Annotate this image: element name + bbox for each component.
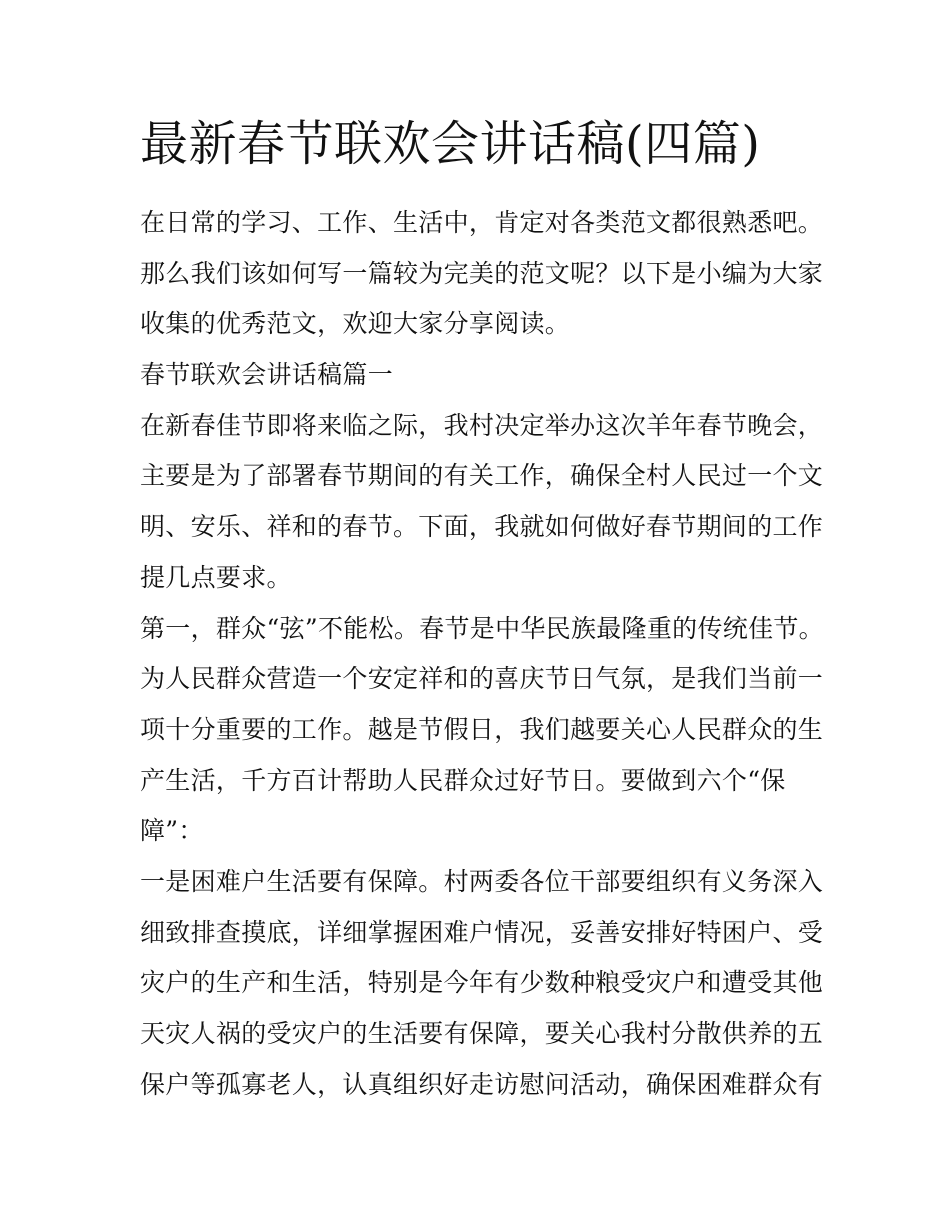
text-line: 在新春佳节即将来临之际，我村决定举办这次羊年春节晚会， bbox=[140, 410, 824, 440]
text-line: 细致排查摸底，详细掌握困难户情况，妥善安排好特困户、受 bbox=[140, 917, 824, 947]
text-line: 收集的优秀范文，欢迎大家分享阅读。 bbox=[140, 309, 571, 339]
text-line: 天灾人祸的受灾户的生活要有保障，要关心我村分散供养的五 bbox=[140, 1019, 824, 1048]
document-title: 最新春节联欢会讲话稿(四篇) bbox=[140, 116, 761, 172]
text-line: 那么我们该如何写一篇较为完美的范文呢？以下是小编为大家 bbox=[140, 258, 824, 288]
text-line: 产生活，千方百计帮助人民群众过好节日。要做到六个“保 bbox=[140, 765, 786, 795]
text-line: 提几点要求。 bbox=[140, 562, 292, 592]
document-body bbox=[140, 198, 824, 1110]
text-line: 第一，群众“弦”不能松。春节是中华民族最隆重的传统佳节。 bbox=[140, 613, 824, 643]
text-line: 灾户的生产和生活，特别是今年有少数种粮受灾户和遭受其他 bbox=[140, 968, 824, 998]
text-line: 在日常的学习、工作、生活中，肯定对各类范文都很熟悉吧。 bbox=[140, 208, 824, 237]
text-line: 保户等孤寡老人，认真组织好走访慰问活动，确保困难群众有 bbox=[140, 1069, 824, 1099]
text-line: 明、安乐、祥和的春节。下面，我就如何做好春节期间的工作 bbox=[140, 512, 824, 542]
text-line: 项十分重要的工作。越是节假日，我们越要关心人民群众的生 bbox=[140, 714, 824, 744]
text-line: 为人民群众营造一个安定祥和的喜庆节日气氛，是我们当前一 bbox=[140, 664, 824, 694]
text-line: 主要是为了部署春节期间的有关工作，确保全村人民过一个文 bbox=[140, 461, 824, 491]
section-heading: 春节联欢会讲话稿篇一 bbox=[140, 360, 394, 390]
text-line: 一是困难户生活要有保障。村两委各位干部要组织有义务深入 bbox=[140, 866, 824, 896]
text-line: 障”： bbox=[140, 816, 204, 846]
